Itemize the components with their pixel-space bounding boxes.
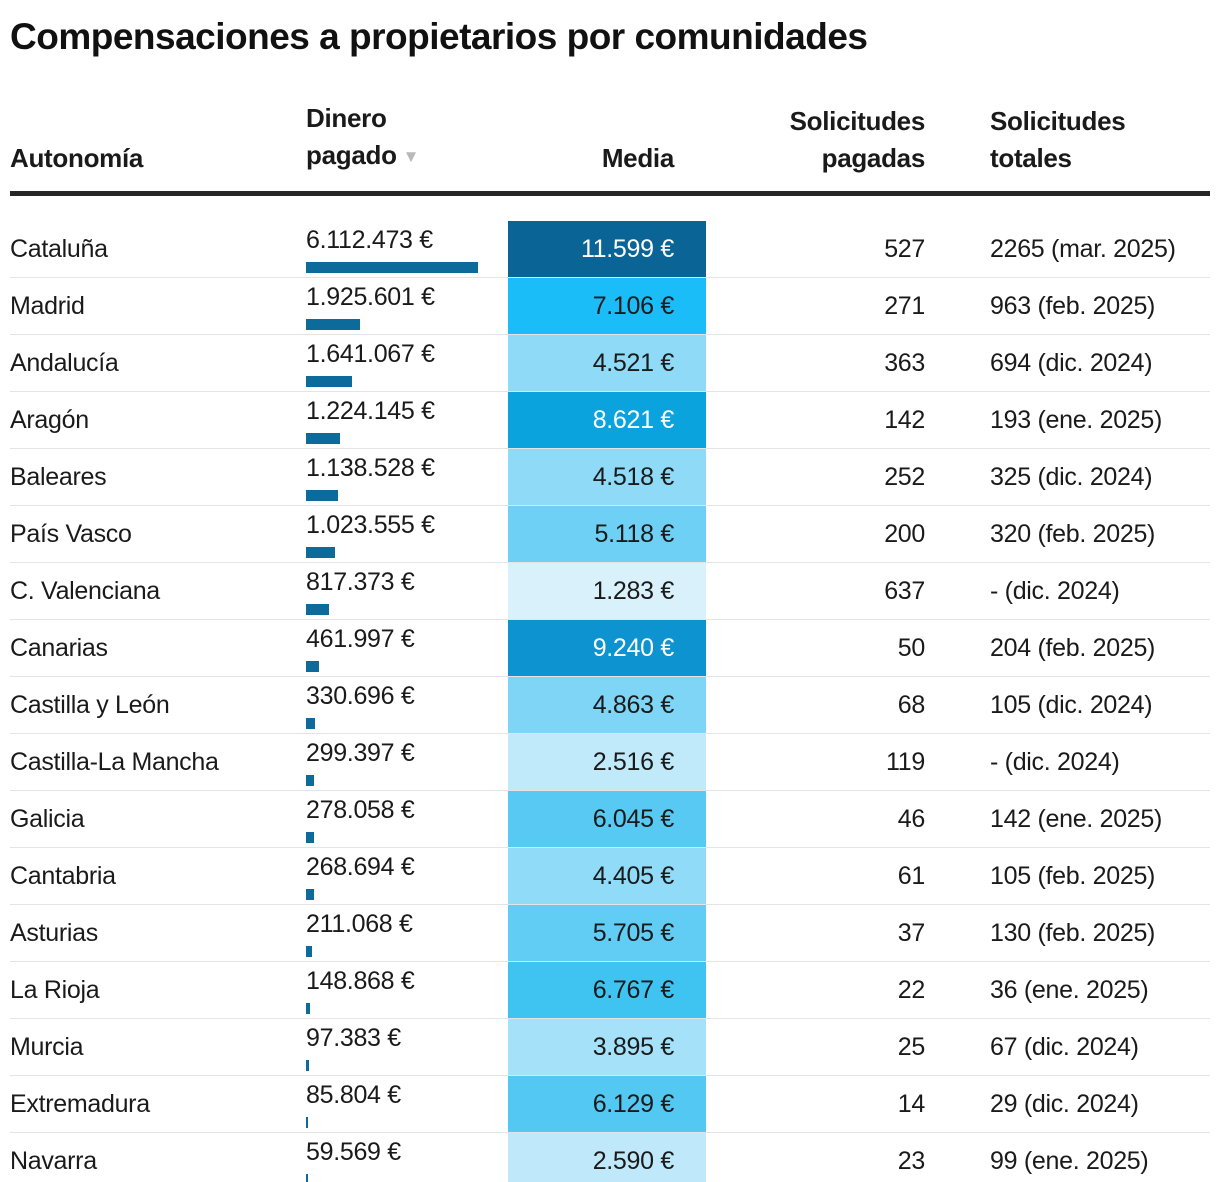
solicitudes-pagadas-value: 46	[897, 804, 925, 833]
dinero-pagado-value: 1.925.601 €	[306, 283, 435, 311]
dinero-pagado-cell	[306, 1076, 508, 1132]
region-name: Aragón	[10, 405, 89, 434]
dinero-pagado-bar	[306, 262, 478, 273]
dinero-pagado-cell	[306, 962, 508, 1018]
media-value: 2.590 €	[592, 1146, 674, 1175]
table-body	[10, 221, 1210, 1182]
solicitudes-pagadas-value: 119	[886, 747, 925, 776]
column-header-dinero-pagado[interactable]	[306, 100, 508, 177]
solicitudes-totales-value: 2265 (mar. 2025)	[990, 234, 1176, 263]
media-value: 9.240 €	[592, 633, 674, 662]
region-name: Galicia	[10, 804, 85, 833]
dinero-pagado-value: 1.224.145 €	[306, 397, 435, 425]
solicitudes-totales-value: 694 (dic. 2024)	[990, 348, 1153, 377]
table-row	[10, 677, 1210, 734]
dinero-pagado-bar	[306, 946, 312, 957]
dinero-pagado-cell	[306, 734, 508, 790]
dinero-pagado-value: 299.397 €	[306, 739, 415, 767]
media-value: 1.283 €	[592, 576, 674, 605]
dinero-pagado-value: 97.383 €	[306, 1024, 401, 1052]
solicitudes-pagadas-value: 25	[897, 1032, 925, 1061]
solicitudes-totales-value: 130 (feb. 2025)	[990, 918, 1156, 947]
solicitudes-totales-value: 99 (ene. 2025)	[990, 1146, 1149, 1175]
dinero-pagado-value: 461.997 €	[306, 625, 415, 653]
dinero-pagado-bar	[306, 376, 352, 387]
media-cell	[508, 221, 706, 277]
solicitudes-pagadas-value: 637	[884, 576, 925, 605]
region-name: Extremadura	[10, 1089, 150, 1118]
dinero-pagado-bar	[306, 1060, 309, 1071]
region-name: Andalucía	[10, 348, 119, 377]
media-value: 4.518 €	[592, 462, 674, 491]
media-cell	[508, 905, 706, 961]
dinero-pagado-cell	[306, 563, 508, 619]
dinero-pagado-cell	[306, 1019, 508, 1075]
dinero-pagado-bar	[306, 718, 315, 729]
media-cell	[508, 620, 706, 676]
table-row	[10, 563, 1210, 620]
solicitudes-totales-value: 29 (dic. 2024)	[990, 1089, 1139, 1118]
table-row	[10, 848, 1210, 905]
table-row	[10, 791, 1210, 848]
media-value: 5.705 €	[592, 918, 674, 947]
region-name: Baleares	[10, 462, 107, 491]
dinero-pagado-value: 148.868 €	[306, 967, 415, 995]
media-cell	[508, 962, 706, 1018]
dinero-pagado-value: 1.138.528 €	[306, 454, 435, 482]
solicitudes-totales-value: 36 (ene. 2025)	[990, 975, 1149, 1004]
region-name: La Rioja	[10, 975, 100, 1004]
solicitudes-pagadas-value: 271	[884, 291, 925, 320]
solicitudes-totales-value: 193 (ene. 2025)	[990, 405, 1163, 434]
table-row	[10, 905, 1210, 962]
solicitudes-totales-value: 105 (feb. 2025)	[990, 861, 1156, 890]
media-cell	[508, 848, 706, 904]
solicitudes-pagadas-value: 50	[897, 633, 925, 662]
region-name: País Vasco	[10, 519, 132, 548]
media-value: 11.599 €	[580, 234, 674, 263]
solicitudes-pagadas-value: 68	[897, 690, 925, 719]
dinero-pagado-bar	[306, 661, 319, 672]
dinero-pagado-bar	[306, 1174, 308, 1182]
solicitudes-pagadas-value: 142	[884, 405, 925, 434]
solicitudes-pagadas-value: 527	[884, 234, 925, 263]
solicitudes-pagadas-value: 37	[897, 918, 925, 947]
dinero-pagado-cell	[306, 905, 508, 961]
dinero-pagado-value: 268.694 €	[306, 853, 415, 881]
region-name: Murcia	[10, 1032, 84, 1061]
dinero-pagado-cell	[306, 848, 508, 904]
media-cell	[508, 449, 706, 505]
media-cell	[508, 791, 706, 847]
table-row	[10, 1133, 1210, 1182]
column-header-dinero-line2: pagado ▼	[306, 137, 508, 177]
solicitudes-totales-value: 204 (feb. 2025)	[990, 633, 1156, 662]
column-header-media[interactable]	[508, 100, 706, 177]
column-header-solicitudes-totales[interactable]: Solicitudes totales	[990, 106, 1126, 173]
dinero-pagado-bar	[306, 889, 314, 900]
solicitudes-pagadas-value: 22	[897, 975, 925, 1004]
solicitudes-pagadas-value: 23	[897, 1146, 925, 1175]
media-value: 8.621 €	[592, 405, 674, 434]
dinero-pagado-bar	[306, 1117, 308, 1128]
dinero-pagado-cell	[306, 221, 508, 277]
media-value: 6.767 €	[592, 975, 674, 1004]
column-header-media-label: Media	[601, 143, 674, 173]
media-cell	[508, 392, 706, 448]
region-name: Castilla-La Mancha	[10, 747, 219, 776]
media-value: 4.521 €	[592, 348, 674, 377]
dinero-pagado-cell	[306, 278, 508, 334]
table-row	[10, 620, 1210, 677]
media-value: 3.895 €	[592, 1032, 674, 1061]
solicitudes-totales-value: 142 (ene. 2025)	[990, 804, 1163, 833]
media-cell	[508, 563, 706, 619]
column-header-autonomia-label: Autonomía	[10, 143, 144, 173]
table-row	[10, 278, 1210, 335]
sort-descending-icon[interactable]: ▼	[402, 147, 420, 166]
dinero-pagado-cell	[306, 677, 508, 733]
table-row	[10, 221, 1210, 278]
table-row	[10, 1076, 1210, 1133]
media-value: 2.516 €	[592, 747, 674, 776]
solicitudes-totales-value: 105 (dic. 2024)	[990, 690, 1153, 719]
page-title: Compensaciones a propietarios por comunidades	[10, 16, 868, 57]
table-row	[10, 734, 1210, 791]
table-row	[10, 506, 1210, 563]
region-name: Cataluña	[10, 234, 108, 263]
solicitudes-totales-value: - (dic. 2024)	[990, 747, 1120, 776]
solicitudes-pagadas-value: 61	[897, 861, 925, 890]
solicitudes-totales-value: 963 (feb. 2025)	[990, 291, 1156, 320]
dinero-pagado-bar	[306, 1003, 310, 1014]
dinero-pagado-value: 330.696 €	[306, 682, 415, 710]
column-header-solicitudes-pagadas[interactable]: Solicitudes pagadas	[789, 106, 925, 173]
media-value: 4.405 €	[592, 861, 674, 890]
media-cell	[508, 1076, 706, 1132]
dinero-pagado-cell	[306, 791, 508, 847]
dinero-pagado-cell	[306, 1133, 508, 1182]
dinero-pagado-cell	[306, 335, 508, 391]
media-cell	[508, 335, 706, 391]
solicitudes-pagadas-value: 200	[884, 519, 925, 548]
table-row	[10, 962, 1210, 1019]
dinero-pagado-value: 211.068 €	[306, 910, 413, 938]
region-name: Asturias	[10, 918, 98, 947]
dinero-pagado-cell	[306, 620, 508, 676]
dinero-pagado-bar	[306, 775, 314, 786]
dinero-pagado-bar	[306, 433, 340, 444]
media-cell	[508, 1133, 706, 1182]
media-value: 5.118 €	[594, 519, 674, 548]
solicitudes-totales-value: 320 (feb. 2025)	[990, 519, 1156, 548]
table-header	[10, 100, 1210, 196]
table-row	[10, 1019, 1210, 1076]
solicitudes-pagadas-value: 252	[884, 462, 925, 491]
table-row	[10, 449, 1210, 506]
column-header-autonomia[interactable]	[10, 100, 306, 177]
dinero-pagado-value: 6.112.473 €	[306, 226, 433, 254]
dinero-pagado-cell	[306, 392, 508, 448]
solicitudes-totales-value: 325 (dic. 2024)	[990, 462, 1153, 491]
media-value: 6.045 €	[592, 804, 674, 833]
dinero-pagado-bar	[306, 490, 338, 501]
dinero-pagado-bar	[306, 547, 335, 558]
dinero-pagado-value: 85.804 €	[306, 1081, 401, 1109]
region-name: Canarias	[10, 633, 108, 662]
media-cell	[508, 278, 706, 334]
media-value: 7.106 €	[592, 291, 674, 320]
dinero-pagado-cell	[306, 506, 508, 562]
dinero-pagado-value: 59.569 €	[306, 1138, 401, 1166]
region-name: Navarra	[10, 1146, 97, 1175]
media-value: 6.129 €	[592, 1089, 674, 1118]
media-cell	[508, 677, 706, 733]
solicitudes-pagadas-value: 363	[884, 348, 925, 377]
table-row	[10, 392, 1210, 449]
column-header-dinero-line1: Dinero	[306, 103, 387, 133]
dinero-pagado-value: 1.641.067 €	[306, 340, 435, 368]
region-name: C. Valenciana	[10, 576, 160, 605]
dinero-pagado-bar	[306, 832, 314, 843]
media-value: 4.863 €	[592, 690, 674, 719]
dinero-pagado-value: 278.058 €	[306, 796, 415, 824]
region-name: Cantabria	[10, 861, 116, 890]
solicitudes-totales-value: 67 (dic. 2024)	[990, 1032, 1139, 1061]
region-name: Castilla y León	[10, 690, 170, 719]
media-cell	[508, 1019, 706, 1075]
region-name: Madrid	[10, 291, 85, 320]
dinero-pagado-value: 1.023.555 €	[306, 511, 435, 539]
dinero-pagado-bar	[306, 319, 360, 330]
media-cell	[508, 506, 706, 562]
media-cell	[508, 734, 706, 790]
solicitudes-pagadas-value: 14	[897, 1089, 925, 1118]
dinero-pagado-bar	[306, 604, 329, 615]
solicitudes-totales-value: - (dic. 2024)	[990, 576, 1120, 605]
dinero-pagado-value: 817.373 €	[306, 568, 415, 596]
table-row	[10, 335, 1210, 392]
dinero-pagado-cell	[306, 449, 508, 505]
